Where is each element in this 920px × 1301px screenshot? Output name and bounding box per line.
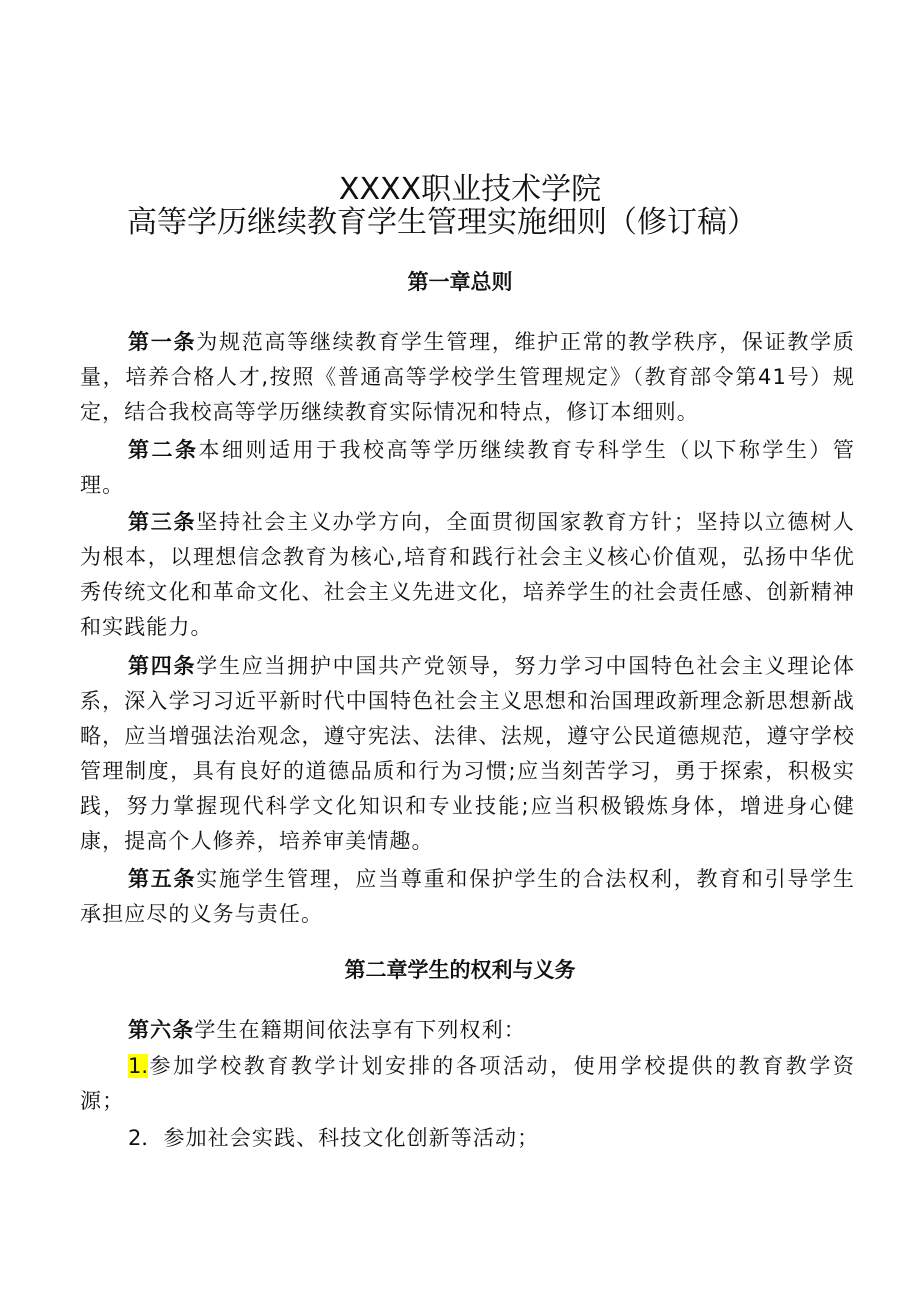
article-label: 第四条 — [128, 654, 197, 678]
article-label: 第三条 — [128, 510, 197, 534]
document-title-main: 高等学历继续教育学生管理实施细则（修订稿） — [127, 205, 757, 240]
article-label: 第五条 — [128, 867, 197, 891]
article-text: 本细则适用于我校高等学历继续教育专科学生（以下称学生）管理。 — [80, 438, 855, 497]
article-text: 为规范高等继续教育学生管理，维护正常的教学秩序，保证教学质量，培养合格人才,按照《普通高等学校学生管理规定》（教育部令第41号）规定，结合我校高等学历继续教育实际情况和特点，修订本细则。 — [80, 330, 855, 424]
article-label: 第一条 — [128, 330, 197, 354]
article-1 — [80, 325, 855, 430]
chapter-heading-1: 第一章总则 — [407, 270, 513, 294]
article-text: 学生在籍期间依法享有下列权利： — [194, 1018, 526, 1042]
document-title-institution: XXXX职业技术学院 — [338, 172, 602, 207]
article-4 — [80, 649, 855, 859]
list-item-number-highlighted: 1. — [128, 1054, 149, 1078]
article-5 — [80, 862, 855, 932]
article-label: 第六条 — [128, 1018, 195, 1042]
article-6 — [80, 1013, 855, 1048]
list-item-text: ．参加社会实践、科技文化创新等活动； — [141, 1126, 540, 1150]
article-text: 坚持社会主义办学方向，全面贯彻国家教育方针；坚持以立德树人为根本，以理想信念教育为核心,培育和践行社会主义核心价值观，弘扬中华优秀传统文化和革命文化、社会主义先进文化，培养学生的社会责任感、创新精神和实践能力。 — [80, 510, 855, 639]
list-item-2 — [80, 1121, 855, 1156]
article-label: 第二条 — [128, 438, 199, 462]
list-item-1 — [80, 1049, 855, 1119]
article-3 — [80, 505, 855, 645]
article-2 — [80, 433, 855, 503]
article-text: 学生应当拥护中国共产党领导，努力学习中国特色社会主义理论体系，深入学习习近平新时代中国特色社会主义思想和治国理政新理念新思想新战略，应当增强法治观念，遵守宪法、法律、法规，遵守公民道德规范，遵守学校管理制度，具有良好的道德品质和行为习惯;应当刻苦学习，勇于探索，积极实践，努力掌握现代科学文化知识和专业技能;应当积极锻炼身体，增进身心健康，提高个人修养，培养审美情趣。 — [80, 654, 855, 853]
article-text: 实施学生管理，应当尊重和保护学生的合法权利，教育和引导学生承担应尽的义务与责任。 — [80, 867, 855, 926]
chapter-heading-2: 第二章学生的权利与义务 — [344, 958, 576, 982]
list-item-number: 2 — [128, 1126, 142, 1150]
list-item-text: 参加学校教育教学计划安排的各项活动，使用学校提供的教育教学资源； — [80, 1054, 855, 1113]
